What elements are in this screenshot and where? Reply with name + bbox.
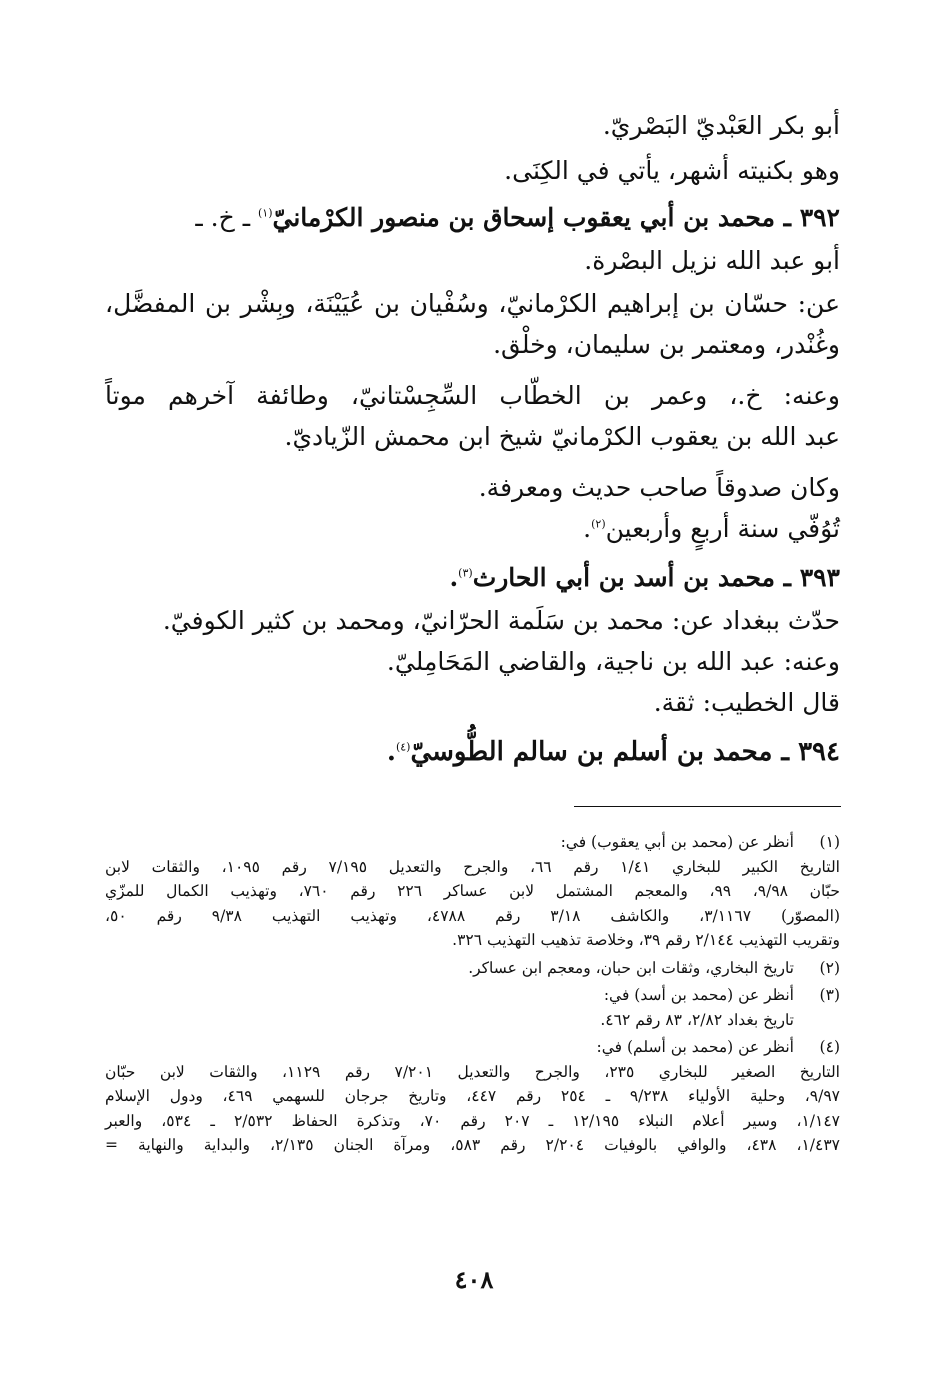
entry-394-heading: [105, 739, 840, 765]
entry-title: ٣٩٤ ـ محمد بن أسلم بن سالم الطُّوسيّ: [410, 737, 840, 767]
text-span: .: [449, 563, 459, 592]
footnote-text: أنظر عن (محمد بن أسد) في:: [603, 986, 794, 1004]
text-line: أبو بكر العَبْديّ البَصْريّ.: [602, 111, 840, 140]
footnote-text: تاريخ بغداد ٢/٨٢، ٨٣ رقم ٤٦٢.: [600, 1010, 794, 1029]
entry-title: ٣٩٢ ـ محمد بن أبي يعقوب إسحاق بن منصور الكرْمانيّ: [272, 203, 840, 232]
text-line: حدّث ببغداد عن: محمد بن سَلَمة الحرّانيّ، ومحمد بن كثير الكوفيّ.: [162, 606, 840, 635]
text-line: قال الخطيب: ثقة.: [653, 688, 840, 717]
footnote-line: حبّان ٩/٩٨، ٩٩، والمعجم المشتمل لابن عساكر ٢٢٦ رقم ٧٦٠، وتهذيب الكمال للمزّي: [105, 882, 840, 900]
footnote-indent: [802, 1013, 840, 1029]
footnote-text: تاريخ البخاري، وثقات ابن حبان، ومعجم ابن عساكر.: [468, 958, 794, 977]
text-span: .: [386, 737, 396, 767]
footnote-marker: (٢): [591, 517, 606, 531]
footnote-2: [105, 958, 840, 977]
footnote-marker: (٤): [395, 740, 411, 754]
text-line: وغُنْدر، ومعتمر بن سليمان، وخلْق.: [493, 330, 840, 359]
text-span: تُوُفّي سنة أربعٍ وأربعين: [605, 514, 840, 543]
text-line: عن: حسّان بن إبراهيم الكرْمانيّ، وسُفْيان بن عُيَيْنَة، وبِشْر بن المفضَّل،: [105, 289, 840, 318]
entry-title: ٣٩٣ ـ محمد بن أسد بن أبي الحارث: [472, 563, 840, 592]
text-line: عبد الله بن يعقوب الكرْمانيّ شيخ ابن محمش الزّياديّ.: [284, 422, 840, 451]
footnote-4: [105, 1040, 840, 1056]
footnote-line: ١/٤٣٧، ٤٣٨، والوافي بالوفيات ٢/٢٠٤ رقم ٥٨٣، ومرآة الجنان ٢/١٣٥، والبداية والنهاية =: [105, 1136, 841, 1154]
footnote-line: التاريخ الكبير للبخاري ١/٤١ رقم ٦٦، والجرح والتعديل ٧/١٩٥ رقم ١٠٩٥، والثقات لابن: [105, 857, 840, 876]
footnote-text: أنظر عن (محمد بن أبي يعقوب) في:: [560, 833, 794, 851]
footnote-3-cont: [105, 1010, 840, 1029]
footnote-marker: (١): [257, 206, 273, 220]
footnote-line: وتقريب التهذيب ٢/١٤٤ رقم ٣٩، وخلاصة تذهيب التهذيب ٣٢٦.: [452, 931, 840, 949]
text-span: .: [583, 514, 592, 543]
entry-suffix: ـ خ. ـ: [195, 203, 258, 232]
footnote-line: (المصوّر) ٣/١١٦٧، والكاشف ٣/١٨ رقم ٤٧٨٨، وتهذيب التهذيب ٩/٣٨ رقم ٥٠،: [105, 906, 840, 925]
text-line: وعنه: خ.، وعمر بن الخطّاب السِّجِسْتانيّ، وطائفة آخرهم موتاً: [105, 381, 840, 410]
main-text: [105, 95, 840, 765]
footnotes: [105, 835, 840, 1154]
footnote-line: ٩/٩٧، وحلية الأولياء ٩/٢٣٨ ـ ٢٥٤ رقم ٤٤٧، وتاريخ جرجان للسهمي ٤٦٩، ودول الإسلام: [105, 1087, 840, 1105]
footnote-1: [105, 835, 840, 851]
text-line: [105, 516, 840, 541]
footnote-text: أنظر عن (محمد بن أسلم) في:: [596, 1038, 794, 1056]
footnote-3: [105, 988, 840, 1004]
text-line: أبو عبد الله نزيل البصْرة.: [584, 246, 840, 275]
page-number: ٤٠٨: [454, 1265, 494, 1294]
entry-392-heading: [105, 205, 840, 230]
footnote-number: (٢): [819, 958, 840, 977]
footnote-line: ١/١٤٧، وسير أعلام النبلاء ١٢/١٩٥ ـ ٢٠٧ رقم ٧٠، وتذكرة الحفاظ ٢/٥٣٢ ـ ٥٣٤، والعبر: [105, 1111, 840, 1130]
entry-393-heading: [105, 565, 840, 590]
footnote-number: (١): [819, 833, 840, 851]
footnote-number: (٣): [819, 986, 840, 1004]
footnote-line: التاريخ الصغير للبخاري ٢٣٥، والجرح والتعديل ٧/٢٠١ رقم ١١٢٩، والثقات لابن حبّان: [105, 1062, 840, 1081]
text-line: وعنه: عبد الله بن ناجية، والقاضي المَحَامِليّ.: [386, 647, 840, 676]
footnote-number: (٤): [819, 1038, 840, 1056]
footnote-marker: (٣): [458, 566, 473, 580]
text-line: وكان صدوقاً صاحب حديث ومعرفة.: [478, 473, 840, 502]
footnote-divider: [574, 806, 841, 807]
text-line: وهو بكنيته أشهر، يأتي في الكِنَى.: [504, 156, 840, 185]
